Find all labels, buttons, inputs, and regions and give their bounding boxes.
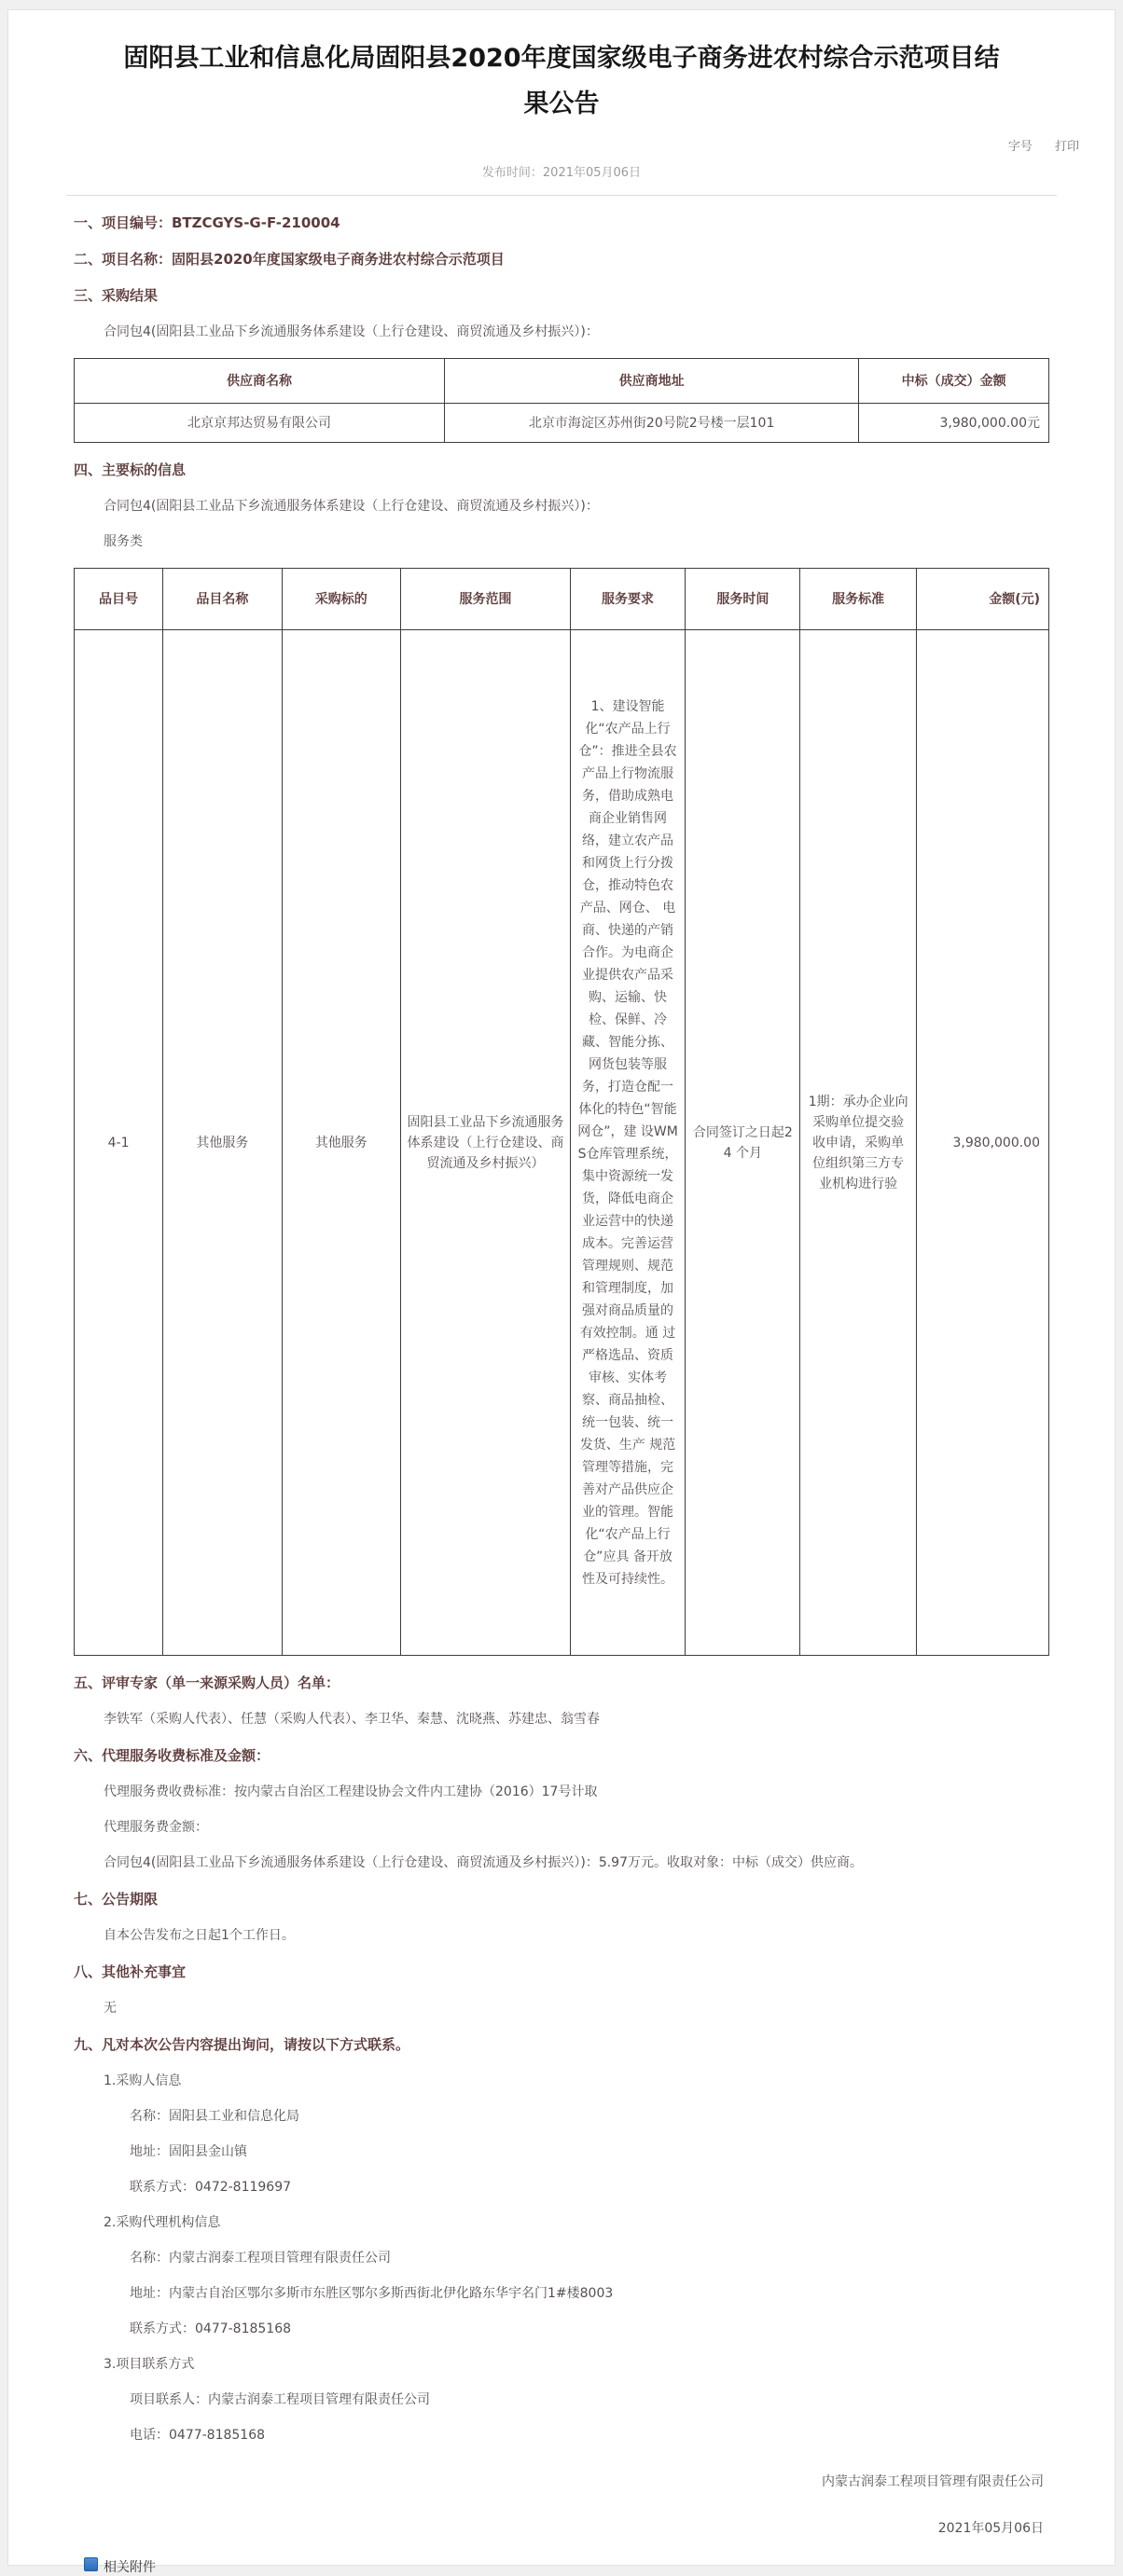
related-attachments[interactable] xyxy=(84,2557,156,2576)
header-divider xyxy=(66,195,1057,196)
project-contact-phone: 电话：0477-8185168 xyxy=(130,2428,266,2444)
publish-time: 发布时间：2021年05月06日 xyxy=(481,166,642,181)
agency-name: 名称：内蒙古润泰工程项目管理有限责任公司 xyxy=(130,2251,391,2266)
result-header-supplier-name: 供应商名称 xyxy=(75,359,445,404)
section-5-experts: 五、评审专家（单一来源采购人员）名单： xyxy=(74,1674,340,1692)
subject-header-requirement: 服务要求 xyxy=(570,569,685,630)
agency-info-title: 2.采购代理机构信息 xyxy=(104,2215,221,2231)
document-body xyxy=(8,214,1115,2538)
agency-address: 地址：内蒙古自治区鄂尔多斯市东胜区鄂尔多斯西街北伊化路东华宇名门1#楼8003 xyxy=(130,2286,614,2302)
purchaser-address: 地址：固阳县金山镇 xyxy=(130,2144,247,2160)
agency-fee-amount: 合同包4(固阳县工业品下乡流通服务体系建设（上行仓建设、商贸流通及乡村振兴）)：5.97万元。收取对象：中标（成交）供应商。 xyxy=(104,1855,863,1871)
result-table-row xyxy=(75,404,1049,443)
purchaser-info-title: 1.采购人信息 xyxy=(104,2073,182,2089)
subject-table-row xyxy=(75,630,1049,1656)
section-7-announcement-period: 七、公告期限 xyxy=(74,1891,159,1908)
subject-amount: 3,980,000.00 xyxy=(916,630,1048,1656)
section-3-package-line: 合同包4(固阳县工业品下乡流通服务体系建设（上行仓建设、商贸流通及乡村振兴）)： xyxy=(104,324,599,340)
section-3-procurement-result: 三、采购结果 xyxy=(74,287,159,305)
subject-table-header-row xyxy=(75,569,1049,630)
section-1-project-number: 一、项目编号：BTZCGYS-G-F-210004 xyxy=(74,214,340,232)
subject-standard: 1期：承办企业向采购单位提交验收申请，采购单位组织第三方专业机构进行验 xyxy=(800,630,916,1656)
section-2-project-name: 二、项目名称：固阳县2020年度国家级电子商务进农村综合示范项目 xyxy=(74,251,505,269)
subject-time: 合同签订之日起2 4 个月 xyxy=(686,630,800,1656)
subject-header-amount: 金额(元) xyxy=(916,569,1048,630)
subject-header-standard: 服务标准 xyxy=(800,569,916,630)
signature-agency: 内蒙古润泰工程项目管理有限责任公司 xyxy=(822,2474,1044,2490)
subject-item-no: 4-1 xyxy=(75,630,163,1656)
result-header-amount: 中标（成交）金额 xyxy=(859,359,1049,404)
project-contact-title: 3.项目联系方式 xyxy=(104,2357,195,2373)
purchaser-name: 名称：固阳县工业和信息化局 xyxy=(130,2109,299,2125)
section-4-package-line: 合同包4(固阳县工业品下乡流通服务体系建设（上行仓建设、商贸流通及乡村振兴）)： xyxy=(104,499,599,515)
announcement-period-text: 自本公告发布之日起1个工作日。 xyxy=(104,1928,295,1944)
section-9-contact: 九、凡对本次公告内容提出询问，请按以下方式联系。 xyxy=(74,2036,410,2054)
attachment-label: 相关附件 xyxy=(104,2560,156,2575)
subject-requirement: 1、建设智能化“农产品上行仓”：推进全县农产品上行物流服务，借助成熟电 商企业销售网络，建立农产品和网货上行分拨仓，推动特色农产品、网仓、 电商、快递的产销合作。为电商企业提供农产品采购、运输、快检、保鲜、冷藏、智能分拣、网货包装等服务，打造仓配一体化的特色“智能网仓”，建 设WMS仓库管理系统，集中资源统一发货，降低电商企业运营中的快递成本。完善运营管理规则、规范和管理制度，加强对商品质量的有效控制。通 过严格选品、资质审核、实体考察、商品抽检、统一包装、统一发货、生产 规范管理等措施，完善对产品供应企业的管理。智能化“农产品上行仓”应具 备开放性及可持续性。 xyxy=(570,630,685,1656)
agency-fee-amount-label: 代理服务费金额： xyxy=(104,1820,208,1836)
agency-fee-standard: 代理服务费收费标准：按内蒙古自治区工程建设协会文件内工建协（2016）17号计取 xyxy=(104,1784,598,1800)
section-4-subject-info: 四、主要标的信息 xyxy=(74,461,187,479)
page-title: 固阳县工业和信息化局固阳县2020年度国家级电子商务进农村综合示范项目结果公告 xyxy=(123,44,1000,118)
attachment-icon xyxy=(84,2557,98,2571)
purchaser-phone: 联系方式：0472-8119697 xyxy=(130,2180,292,2196)
subject-header-item-name: 品目名称 xyxy=(163,569,282,630)
result-supplier-address: 北京市海淀区苏州街20号院2号楼一层101 xyxy=(445,404,859,443)
subject-header-subject: 采购标的 xyxy=(282,569,400,630)
subject-header-scope: 服务范围 xyxy=(401,569,571,630)
section-6-agency-fee: 六、代理服务收费标准及金额： xyxy=(74,1747,270,1765)
result-table-header-row xyxy=(75,359,1049,404)
signature-date: 2021年05月06日 xyxy=(937,2521,1044,2537)
result-amount: 3,980,000.00元 xyxy=(859,404,1049,443)
section-4-category: 服务类 xyxy=(104,534,143,550)
subject-subject: 其他服务 xyxy=(282,630,400,1656)
expert-names: 李铁军（采购人代表）、任慧（采购人代表）、李卫华、秦慧、沈晓燕、苏建忠、翁雪春 xyxy=(104,1712,600,1728)
result-supplier-name: 北京京邦达贸易有限公司 xyxy=(75,404,445,443)
subject-scope: 固阳县工业品下乡流通服务体系建设（上行仓建设、商贸流通及乡村振兴） xyxy=(401,630,571,1656)
subject-table xyxy=(74,568,1049,1656)
print-button[interactable]: 打印 xyxy=(1054,140,1079,155)
supplementary-text: 无 xyxy=(104,2001,117,2017)
announcement-card xyxy=(7,9,1116,2566)
section-8-supplementary: 八、其他补充事宜 xyxy=(74,1963,187,1981)
subject-item-name: 其他服务 xyxy=(163,630,282,1656)
project-contact-person: 项目联系人：内蒙古润泰工程项目管理有限责任公司 xyxy=(130,2392,430,2408)
subject-header-item-no: 品目号 xyxy=(75,569,163,630)
result-table xyxy=(74,358,1049,443)
subject-header-time: 服务时间 xyxy=(686,569,800,630)
result-header-supplier-address: 供应商地址 xyxy=(445,359,859,404)
agency-phone: 联系方式：0477-8185168 xyxy=(130,2321,292,2337)
font-size-button[interactable]: 字号 xyxy=(1007,140,1033,155)
toolbar xyxy=(8,136,1115,153)
